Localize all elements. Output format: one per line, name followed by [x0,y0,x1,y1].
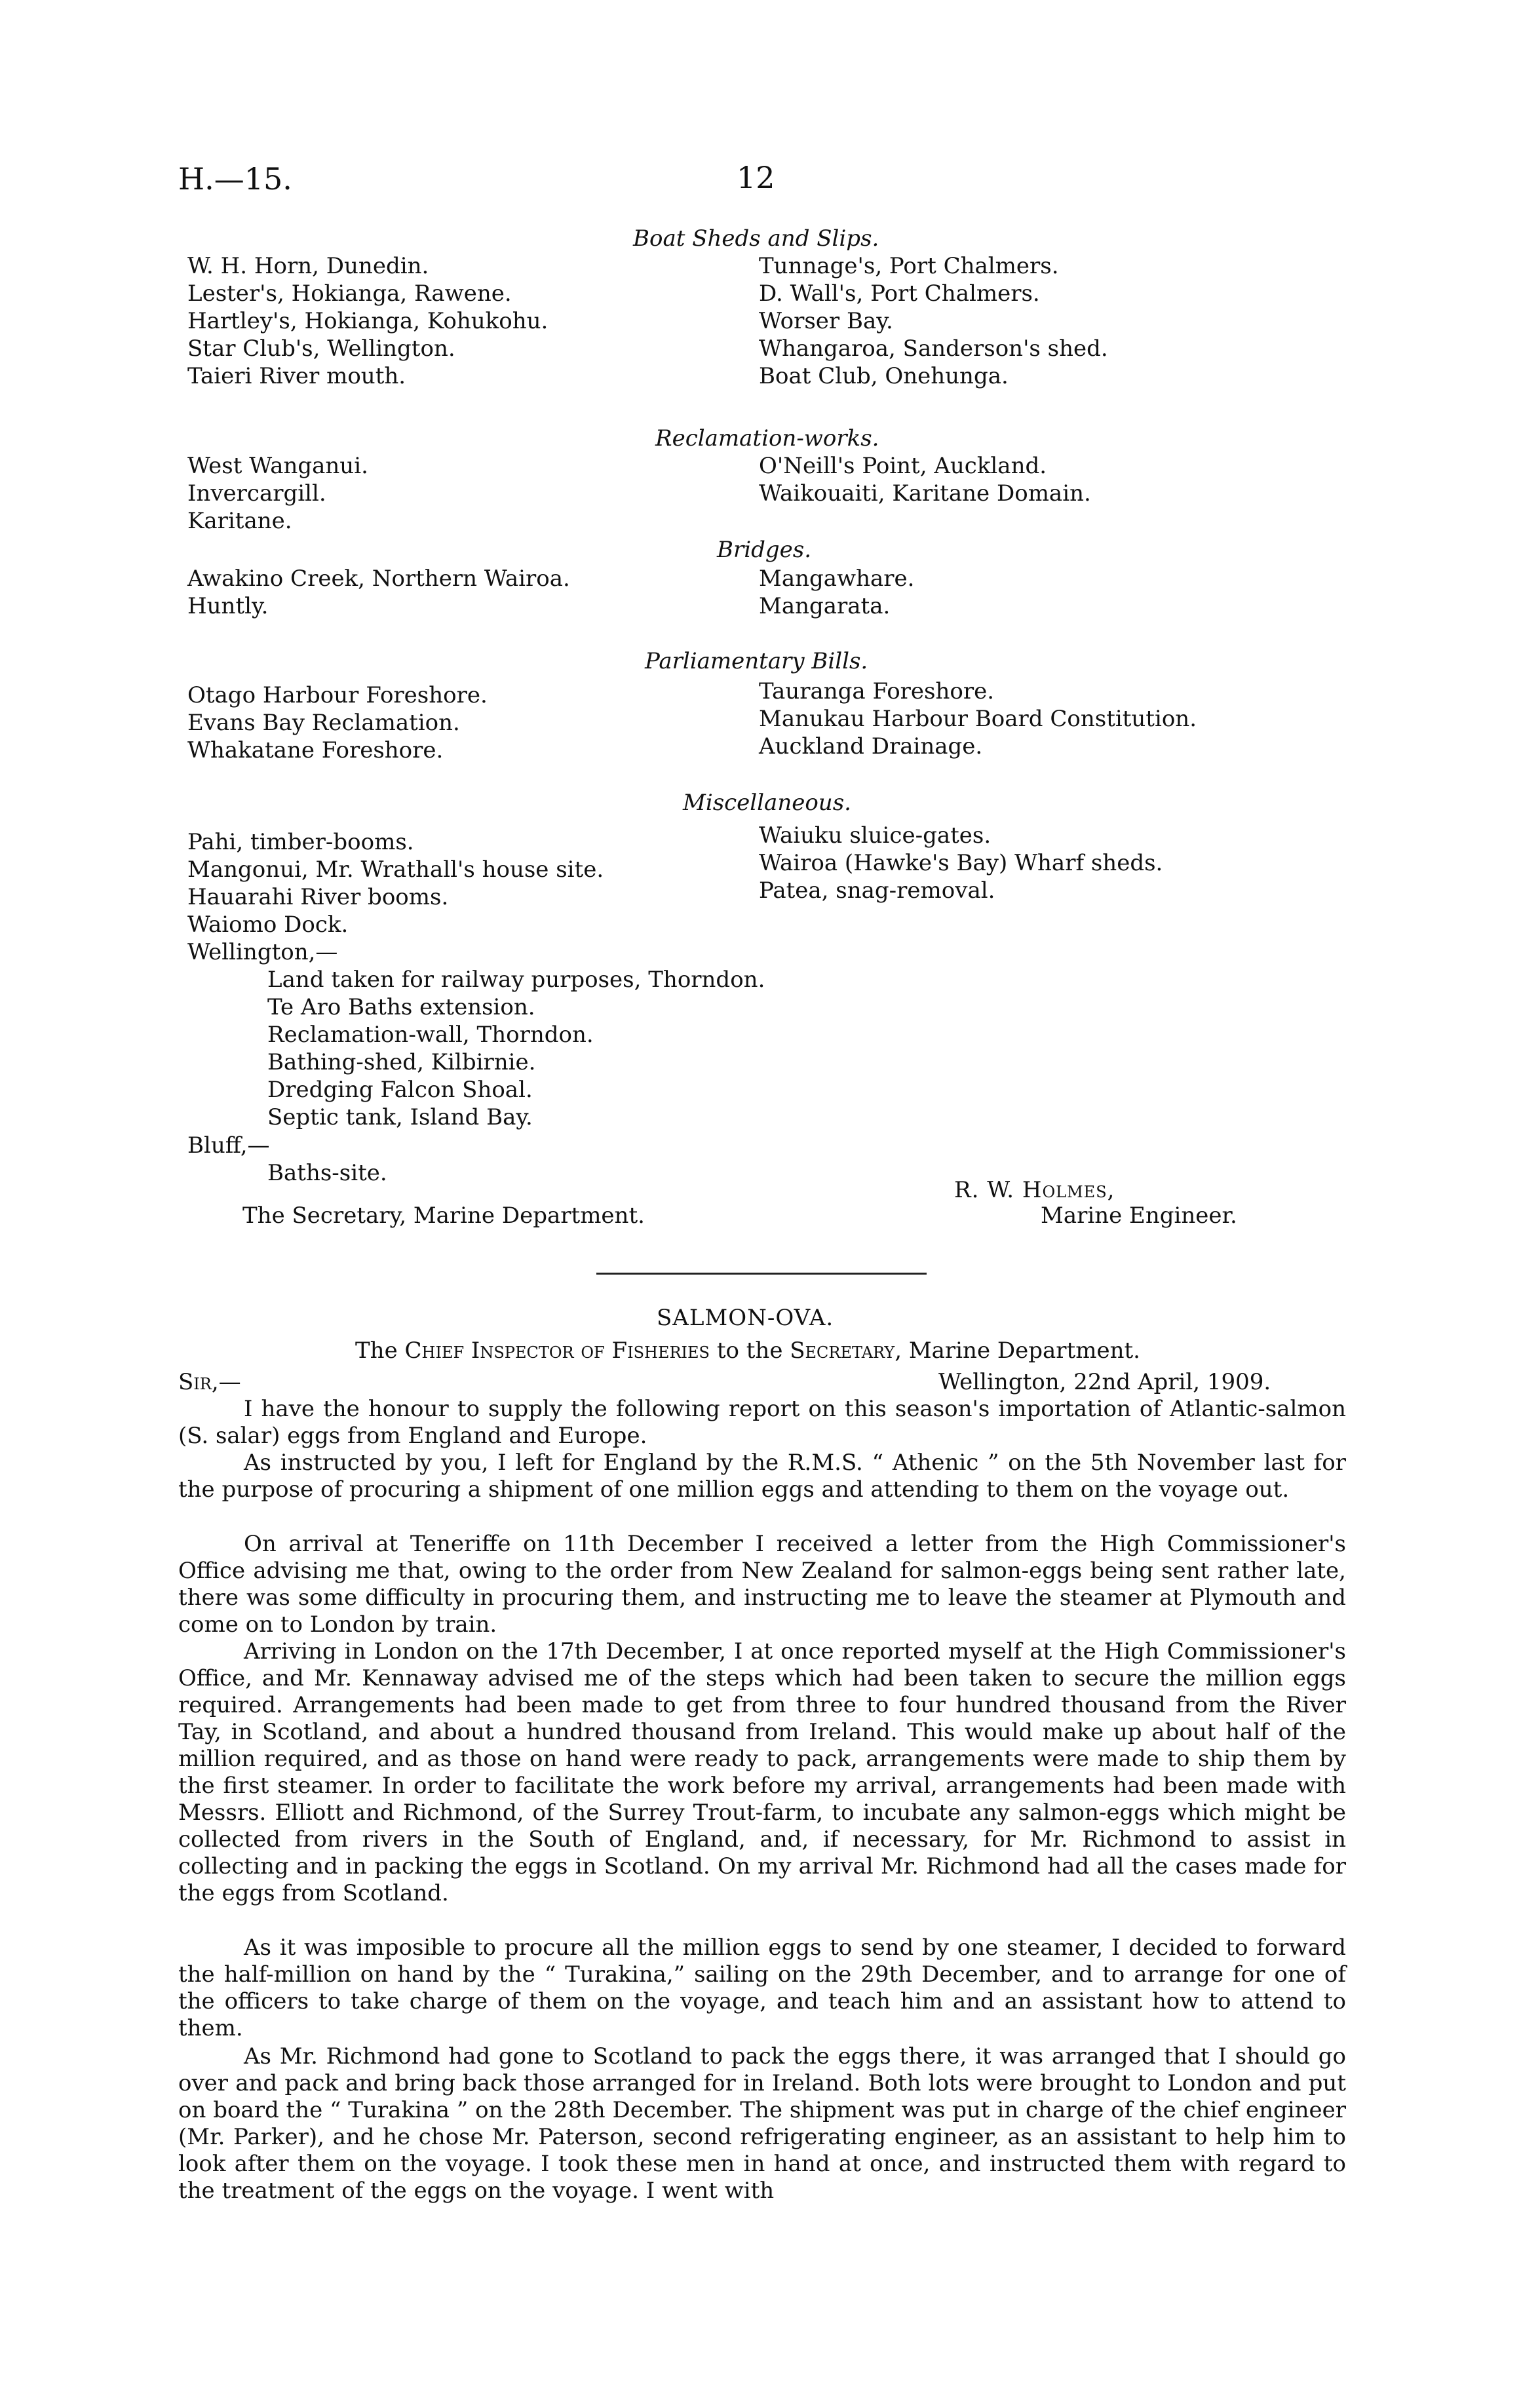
section-left-list [187,828,604,966]
list-item: Baths-site. [267,1160,387,1186]
section-left-list [187,452,368,535]
list-item: Hartley's, Hokianga, Kohukohu. [187,308,549,334]
list-item: Bathing-shed, Kilbirnie. [267,1049,536,1075]
section-right-list [759,822,1163,904]
section-heading: Bridges. [717,537,812,563]
list-item: Awakino Creek, Northern Wairoa. [187,566,570,592]
page-number: 12 [737,160,775,195]
place-date: Wellington, 22nd April, 1909. [938,1369,1271,1395]
from-to-dept: , Marine Department. [895,1338,1140,1364]
signature-name: R. W. Holmes, [954,1177,1115,1203]
list-item: Boat Club, Onehunga. [759,363,1009,389]
list-item: Karitane. [187,508,292,534]
list-item: Tunnage's, Port Chalmers. [759,253,1059,279]
list-item: Waikouaiti, Karitane Domain. [759,480,1091,507]
letter-paragraph [178,1450,1346,1503]
list-item: Mangarata. [759,593,891,619]
section-right-list [759,452,1091,507]
section-right-list [759,565,914,620]
signature-title: Marine Engineer. [1041,1203,1237,1229]
letter-paragraph [178,1935,1346,2042]
list-item: O'Neill's Point, Auckland. [759,453,1047,479]
letter-paragraph [178,1638,1346,1907]
list-item: Whakatane Foreshore. [187,737,444,763]
list-item: Whangaroa, Sanderson's shed. [759,336,1108,362]
list-item: Patea, snag-removal. [759,877,995,904]
paragraph-text: Arriving in London on the 17th December, I at once reported myself at the High Commissioner's Office, and Mr. Kennaway advised me of the steps which had been taken to secure the million eggs required. Arrangements had been made to get from three to four hundred thousand from the River Tay, in Scotland, and about a hundred thousand from Ireland. This would make up about half of the million required, and as those on hand were ready to pack, arrangements were made to ship them by the first steamer. In order to facilitate the work before my arrival, arrangements had been made with Messrs. Elliott and Richmond, of the Surrey Trout-farm, to incubate any salmon-eggs which might be collected from rivers in the South of England, and, if necessary, for Mr. Richmond to assist in collecting and in packing the eggs in Scotland. On my arrival Mr. Richmond had all the cases made for the eggs from Scotland. [178,1638,1346,1906]
section-heading: Miscellaneous. [683,790,851,816]
list-item: Waiuku sluice-gates. [759,822,991,849]
list-item: Taieri River mouth. [187,363,406,389]
section-left-list [187,252,548,390]
letter-paragraph [178,2043,1346,2205]
paragraph-text: I have the honour to supply the following report on this season's importation of Atlantic-salmon (S. salar) eggs from England and Europe. [178,1396,1346,1449]
section-right-list [759,252,1108,390]
section-heading: Parliamentary Bills. [645,648,868,674]
salutation: Sir,— [178,1369,241,1395]
from-to-the: The [355,1338,398,1364]
list-item: Star Club's, Wellington. [187,336,455,362]
list-item: Tauranga Foreshore. [759,678,995,704]
list-item: Dredging Falcon Shoal. [267,1077,533,1103]
letter-paragraph [178,1531,1346,1638]
list-item: West Wanganui. [187,453,368,479]
paragraph-text: As instructed by you, I left for England by the R.M.S. “ Athenic ” on the 5th November last for the purpose of procuring a shipment of one million eggs and attending to them on the voyage out. [178,1450,1346,1503]
list-item: Pahi, timber-booms. [187,829,414,855]
from-to-chief: Chief Inspector of Fisheries [404,1338,710,1364]
list-item: Mangonui, Mr. Wrathall's house site. [187,857,604,883]
bluff-sublist [267,1159,387,1187]
list-item: Te Aro Baths extension. [267,994,535,1020]
document-reference: H.—15. [178,161,292,197]
list-item: Hauarahi River booms. [187,884,449,910]
list-item: Wairoa (Hawke's Bay) Wharf sheds. [759,850,1163,876]
letter-title: SALMON-OVA. [657,1305,834,1331]
list-item: Invercargill. [187,480,326,507]
from-to-to: to the [716,1338,783,1364]
letter-from-to [355,1337,1140,1364]
list-item: Auckland Drainage. [759,733,983,760]
list-item: Land taken for railway purposes, Thorndon. [267,967,765,993]
wellington-sublist [267,966,765,1131]
list-item: D. Wall's, Port Chalmers. [759,280,1040,307]
bluff-label: Bluff,— [187,1132,270,1159]
list-item: W. H. Horn, Dunedin. [187,253,429,279]
addressee: The Secretary, Marine Department. [242,1203,645,1229]
list-item: Evans Bay Reclamation. [187,710,460,736]
list-item: Reclamation-wall, Thorndon. [267,1022,594,1048]
list-item: Waiomo Dock. [187,912,349,938]
letter-paragraph [178,1396,1346,1450]
paragraph-text: On arrival at Teneriffe on 11th December I received a letter from the High Commissioner's Office advising me that, owing to the order from New Zealand for salmon-eggs being sent rather late, there was some difficulty in procuring them, and instructing me to leave the steamer at Plymouth and come on to London by train. [178,1531,1346,1638]
list-item: Septic tank, Island Bay. [267,1104,533,1130]
paragraph-text: As it was imposible to procure all the million eggs to send by one steamer, I decided to forward the half-million on hand by the “ Turakina,” sailing on the 29th December, and to arrange for one of the officers to take charge of them on the voyage, and teach him and an assistant how to attend to them. [178,1935,1346,2041]
section-divider [596,1273,927,1275]
section-left-list [187,565,570,620]
from-to-secretary: Secretary [790,1338,895,1364]
list-item: Worser Bay. [759,308,893,334]
list-item: Mangawhare. [759,566,915,592]
paragraph-text: As Mr. Richmond had gone to Scotland to pack the eggs there, it was arranged that I should go over and pack and bring back those arranged for in Ireland. Both lots were brought to London and put on board the “ Turakina ” on the 28th December. The shipment was put in charge of the chief engineer (Mr. Parker), and he chose Mr. Paterson, second refrigerating engineer, as an assistant to help him to look after them on the voyage. I took these men in hand at once, and instructed them with regard to the treatment of the eggs on the voyage. I went with [178,2043,1346,2204]
section-heading: Reclamation-works. [655,425,879,452]
list-item: Wellington,— [187,939,338,965]
list-item: Manukau Harbour Board Constitution. [759,706,1197,732]
list-item: Huntly. [187,593,269,619]
section-heading: Boat Sheds and Slips. [633,225,879,252]
list-item: Otago Harbour Foreshore. [187,682,488,708]
list-item: Lester's, Hokianga, Rawene. [187,280,512,307]
section-left-list [187,682,488,764]
section-right-list [759,678,1197,760]
